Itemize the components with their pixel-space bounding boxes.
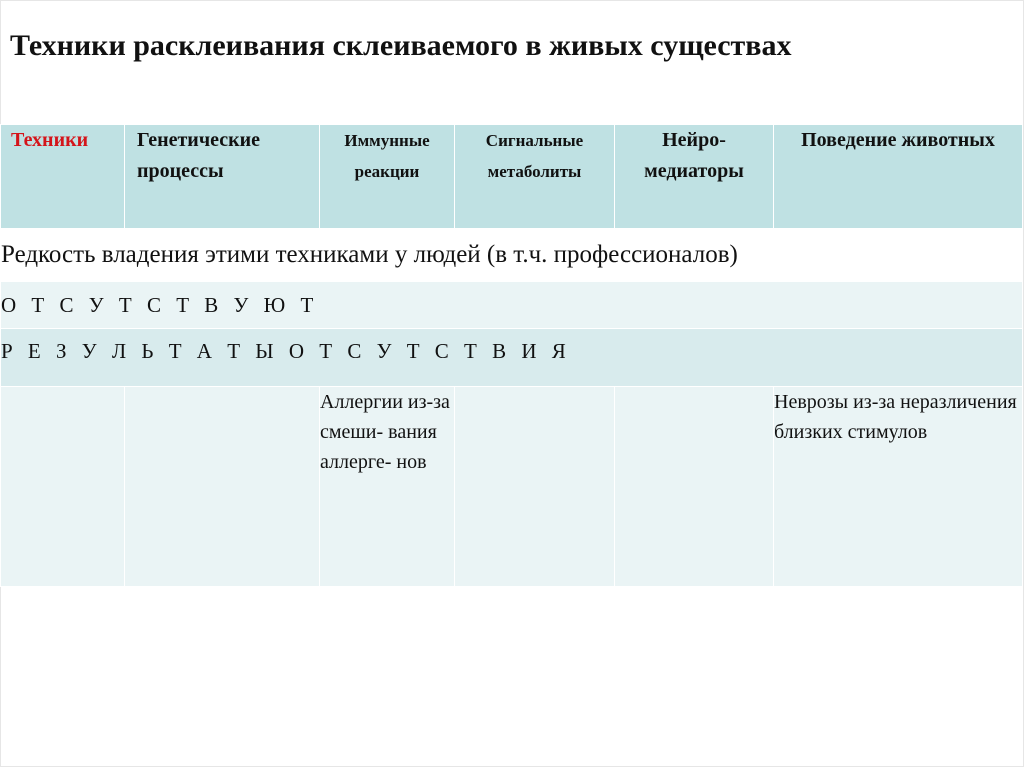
header-immune-reactions: Иммунные реакции [320, 125, 455, 229]
header-neuromediators: Нейро- медиаторы [615, 125, 774, 229]
techniques-table [0, 124, 1023, 587]
absent-row [1, 282, 1023, 329]
header-animal-behavior: Поведение животных [774, 125, 1023, 229]
header-techniques-label: Техники [1, 125, 125, 229]
outcome-cell-behavior: Неврозы из-за неразличения близких стимулов [774, 387, 1023, 587]
outcome-cell-signal [455, 387, 615, 587]
rarity-row [1, 229, 1023, 282]
slide-title: Техники расклеивания склеиваемого в живых существах [10, 29, 792, 62]
results-row [1, 329, 1023, 387]
header-signal-metabolites: Сигнальные метаболиты [455, 125, 615, 229]
header-genetic-processes: Генетические процессы [125, 125, 320, 229]
results-text: Р Е З У Л Ь Т А Т Ы О Т С У Т С Т В И Я [1, 329, 1023, 387]
absent-text: О Т С У Т С Т В У Ю Т [1, 282, 1023, 329]
outcome-cell-techniques [1, 387, 125, 587]
rarity-text: Редкость владения этими техниками у людей (в т.ч. профессионалов) [1, 229, 1023, 282]
outcome-cell-neuro [615, 387, 774, 587]
outcome-cell-immune: Аллергии из-за смеши- вания аллерге- нов [320, 387, 455, 587]
outcome-cell-genetic [125, 387, 320, 587]
table-header-row [1, 125, 1023, 229]
outcomes-row [1, 387, 1023, 587]
